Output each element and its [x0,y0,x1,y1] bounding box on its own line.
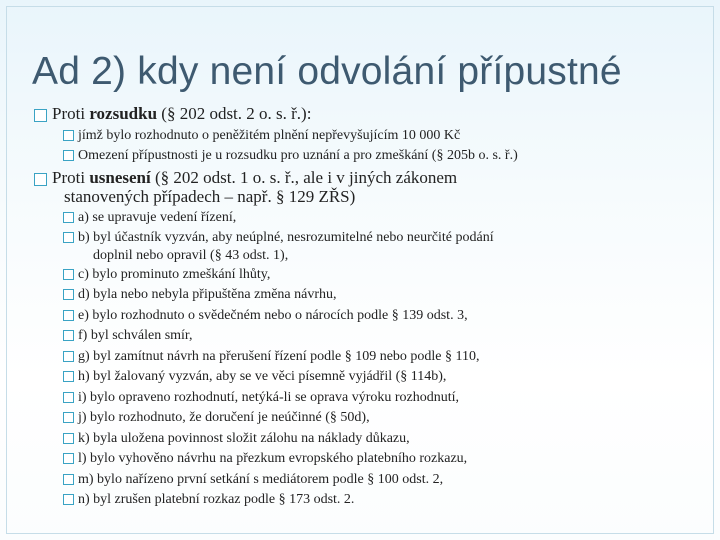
list-item-text: d) byla nebo nebyla připuštěna změna návrhu, [78,287,337,302]
list-item-text: h) byl žalovaný vyzván, aby se ve věci písemně vyjádřil (§ 114b), [78,369,447,384]
bullet-icon [63,330,74,341]
list-item [63,472,443,488]
list-item-text: c) bylo prominuto zmeškání lhůty, [78,267,271,282]
list-item [63,369,446,385]
bullet-icon [63,269,74,280]
list-item [63,128,460,144]
list-item-text: m) bylo nařízeno první setkání s mediátorem podle § 100 odst. 2, [78,472,444,487]
section-rozsudek [34,104,311,124]
bullet-icon [63,232,74,243]
list-item-text: k) byla uložena povinnost složit zálohu na náklady důkazu, [78,431,410,446]
bullet-icon [63,310,74,321]
list-item-text: e) bylo rozhodnuto o svědečném nebo o nárocích podle § 139 odst. 3, [78,308,468,323]
list-item [63,287,337,303]
list-item-continuation: doplnil nebo opravil (§ 43 odst. 1), [93,248,289,263]
bullet-icon [63,412,74,423]
list-item [63,451,467,467]
list-item [63,410,370,426]
list-item [63,349,480,365]
list-item-text: a) se upravuje vedení řízení, [78,210,237,225]
section-rest: (§ 202 odst. 1 o. s. ř., ale i v jiných zákonem [150,168,458,187]
bullet-icon [63,453,74,464]
list-item-text: n) byl zrušen platební rozkaz podle § 173 odst. 2. [78,492,355,507]
section-keyword: usnesení [89,168,151,187]
bullet-icon [63,289,74,300]
page-title: Ad 2) kdy není odvolání přípustné [32,50,622,93]
list-item-text: b) byl účastník vyzván, aby neúplné, nesrozumitelné nebo neurčité podání [78,230,494,245]
list-item-text: Omezení přípustnosti je u rozsudku pro uznání a pro zmeškání (§ 205b o. s. ř.) [78,148,518,163]
bullet-icon [63,371,74,382]
list-item-text: i) bylo opraveno rozhodnutí, netýká-li se oprava výroku rozhodnutí, [78,390,460,405]
list-item [63,210,236,226]
list-item-text: f) byl schválen smír, [78,328,193,343]
list-item [63,230,494,246]
list-item [63,308,468,324]
bullet-icon [63,494,74,505]
list-item-text: jímž bylo rozhodnuto o peněžitém plnění nepřevyšujícím 10 000 Kč [78,128,461,143]
bullet-icon [63,433,74,444]
bullet-icon [34,173,47,186]
bullet-icon [63,474,74,485]
bullet-icon [34,109,47,122]
section-line2: stanovených případech – např. § 129 ZŘS) [64,187,356,206]
bullet-icon [63,392,74,403]
list-item [63,431,410,447]
section-rest: (§ 202 odst. 2 o. s. ř.): [157,104,312,123]
list-item [63,492,354,508]
list-item-text: j) bylo rozhodnuto, že doručení je neúčinné (§ 50d), [78,410,370,425]
section-prefix: Proti [52,104,90,123]
list-item [63,328,193,344]
bullet-icon [63,150,74,161]
list-item [63,390,459,406]
list-item [63,267,270,283]
section-usneseni [34,168,457,188]
bullet-icon [63,130,74,141]
section-keyword: rozsudku [89,104,158,123]
list-item-text: g) byl zamítnut návrh na přerušení řízení podle § 109 nebo podle § 110, [78,349,480,364]
list-item [63,148,518,164]
bullet-icon [63,212,74,223]
list-item-text: l) bylo vyhověno návrhu na přezkum evropského platebního rozkazu, [78,451,468,466]
bullet-icon [63,351,74,362]
section-prefix: Proti [52,168,90,187]
